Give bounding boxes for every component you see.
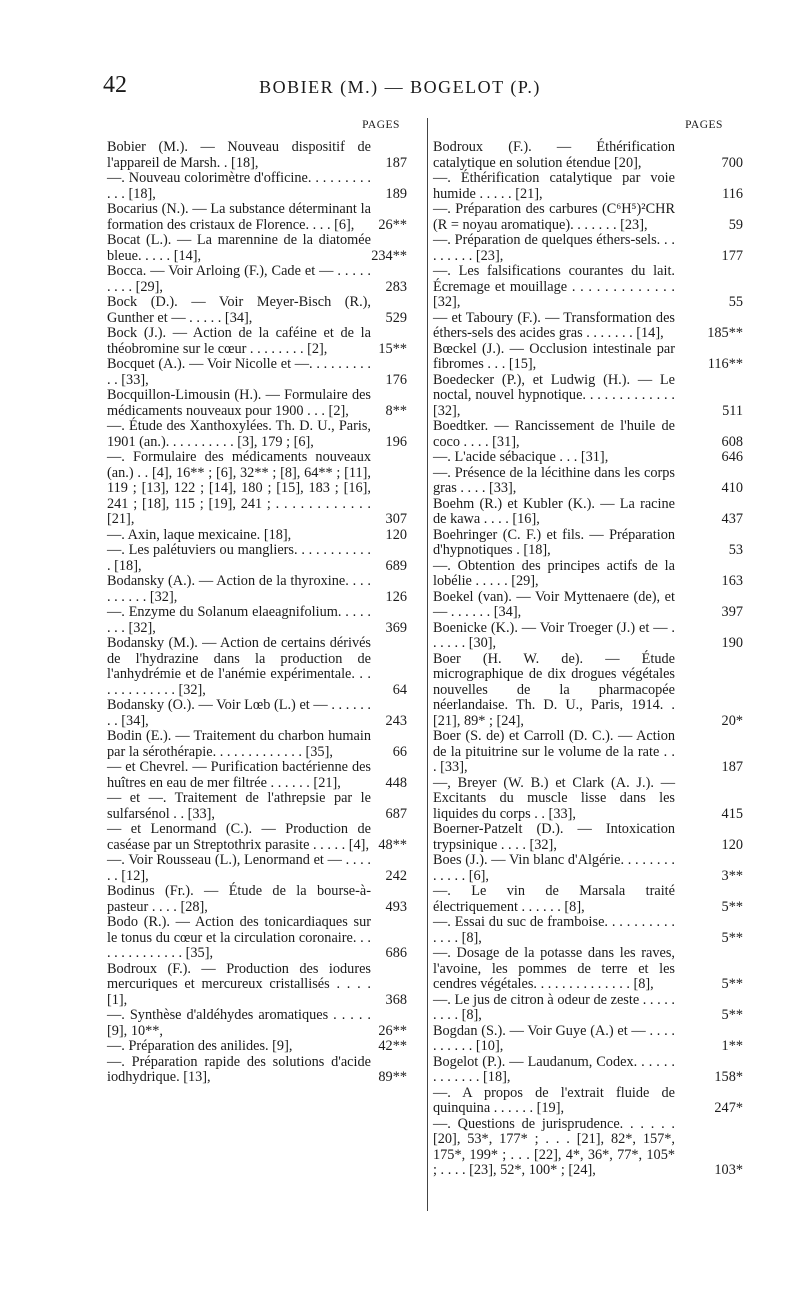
entry-text: —. Les palétuviers ou mangliers. . . . . . . . . . . . [18], [107, 542, 371, 574]
entry-page-number: 196 [385, 433, 407, 450]
entry-text: Bocarius (N.). — La substance déterminant la formation des cristaux de Florence. . . . [6], [107, 201, 371, 233]
entry-page-number: 66 [392, 743, 407, 760]
entry-text: — et Taboury (F.). — Transformation des éthers-sels des acides gras . . . . . . . [14], [433, 309, 675, 341]
index-entry [433, 373, 743, 420]
index-entry [107, 450, 407, 528]
index-entry [433, 466, 743, 497]
index-entry [107, 636, 407, 698]
entry-text: —. Dosage de la potasse dans les raves, l'avoine, les pommes de terre et les cendres végétales. . . . . . . . . . . . . . [8], [433, 945, 675, 992]
entry-text: —. Axin, laque mexicaine. [18], [107, 526, 292, 543]
entry-text: —. Essai du suc de framboise. . . . . . . . . . . . . . [8], [433, 914, 675, 946]
entry-text: —. Voir Rousseau (L.), Lenormand et — . . . . . . [12], [107, 852, 371, 884]
entry-text: Boenicke (K.). — Voir Troeger (J.) et — . . . . . . [30], [433, 619, 675, 651]
index-entry [107, 388, 407, 419]
index-entry [107, 264, 407, 295]
entry-page-number: 26** [378, 216, 407, 233]
entry-page-number: 511 [722, 402, 743, 419]
index-entry [433, 450, 743, 466]
index-entry [107, 962, 407, 1009]
entry-text: —. Les falsifications courantes du lait. Écremage et mouillage . . . . . . . . . . . . . [32], [433, 263, 675, 310]
entry-page-number: 48** [378, 836, 407, 853]
entry-text: —. A propos de l'extrait fluide de quinquina . . . . . . [19], [433, 1084, 675, 1116]
right-column [433, 140, 743, 1179]
entry-text: —. Préparation rapide des solutions d'acide iodhydrique. [13], [107, 1053, 371, 1085]
index-entry [433, 590, 743, 621]
index-entry [433, 621, 743, 652]
entry-text: Bodansky (O.). — Voir Lœb (L.) et — . . . . . . . . [34], [107, 697, 371, 729]
index-entry [433, 342, 743, 373]
entry-page-number: 608 [721, 433, 743, 450]
index-entry [107, 419, 407, 450]
index-entry [107, 528, 407, 544]
entry-page-number: 176 [385, 371, 407, 388]
entry-text: Bœckel (J.). — Occlusion intestinale par fibromes . . . [15], [433, 340, 675, 372]
page-number: 42 [103, 72, 127, 98]
entry-page-number: 437 [721, 511, 743, 527]
entry-text: Boehringer (C. F.) et fils. — Préparation d'hypnotiques . [18], [433, 526, 675, 558]
index-entry [107, 233, 407, 264]
entry-page-number: 247* [714, 1100, 743, 1116]
entry-page-number: 189 [385, 185, 407, 202]
entry-text: —. Formulaire des médicaments nouveaux (an.) . . [4], 16** ; [6], 32** ; [8], 64** ; [11], 119 ; [13], 122 ; [14], 180 ; [15], 183 ; [16], 241 ; [18], 115 ; [19], 241 ; . . . . . . . . . . . . [21], [107, 449, 371, 527]
entry-page-number: 689 [385, 557, 407, 574]
entry-text: Bodo (R.). — Action des tonicardiaques sur le tonus du cœur et la circulation coronaire. . . . . . . . . . . . . . [35], [107, 914, 371, 961]
entry-page-number: 158* [714, 1069, 743, 1085]
index-entry [433, 853, 743, 884]
entry-page-number: 700 [721, 154, 743, 171]
entry-text: —. Le vin de Marsala traité électriquement . . . . . . [8], [433, 883, 675, 915]
index-entry [433, 1024, 743, 1055]
entry-text: —, Breyer (W. B.) et Clark (A. J.). — Excitants du muscle lisse dans les liquides du corps . . [33], [433, 774, 675, 822]
index-entry [433, 264, 743, 311]
entry-page-number: 185** [707, 325, 743, 341]
entry-text: Bobier (M.). — Nouveau dispositif de l'appareil de Marsh. . [18], [107, 139, 371, 171]
entry-page-number: 5** [721, 929, 743, 946]
index-entry [107, 822, 407, 853]
entry-page-number: 1** [721, 1038, 743, 1054]
entry-page-number: 59 [728, 216, 743, 233]
entry-text: —. Obtention des principes actifs de la lobélie . . . . . [29], [433, 557, 675, 589]
index-entry [107, 1039, 407, 1055]
index-entry [107, 295, 407, 326]
entry-text: Boedecker (P.), et Ludwig (H.). — Le noctal, nouvel hypnotique. . . . . . . . . . . . . [32], [433, 371, 675, 419]
index-entry [107, 326, 407, 357]
entry-page-number: 64 [392, 681, 407, 698]
entry-page-number: 234** [371, 247, 407, 264]
entry-text: Boerner-Patzelt (D.). — Intoxication trypsinique . . . . [32], [433, 821, 675, 853]
entry-text: Boehm (R.) et Kubler (K.). — La racine de kawa . . . . [16], [433, 495, 675, 527]
entry-page-number: 20* [721, 712, 743, 729]
index-entry [107, 171, 407, 202]
entry-text: — et Lenormand (C.). — Production de caséase par un Streptothrix parasite . . . . . [4], [107, 821, 371, 853]
entry-page-number: 187 [721, 759, 743, 775]
index-entry [107, 574, 407, 605]
page-header [0, 68, 800, 108]
index-entry [433, 311, 743, 342]
entry-text: — et —. Traitement de l'athrepsie par le sulfarsénol . . [33], [107, 790, 371, 822]
entry-text: —. Synthèse d'aldéhydes aromatiques . . . . . [9], 10**, [107, 1007, 371, 1039]
entry-page-number: 369 [385, 619, 407, 636]
entry-text: Bock (J.). — Action de la caféine et de la théobromine sur le cœur . . . . . . . . [2], [107, 325, 371, 357]
entry-page-number: 686 [385, 945, 407, 961]
entry-text: — et Chevrel. — Purification bactérienne des huîtres en eau de mer filtrée . . . . . . [21], [107, 759, 371, 791]
index-entry [107, 853, 407, 884]
pages-column-label-left: PAGES [362, 119, 400, 131]
entry-text: Boes (J.). — Vin blanc d'Algérie. . . . . . . . . . . . . [6], [433, 852, 675, 884]
index-entry [107, 760, 407, 791]
index-entry [107, 791, 407, 822]
entry-page-number: 120 [385, 526, 407, 543]
entry-text: Boekel (van). — Voir Myttenaere (de), et — . . . . . . [34], [433, 588, 675, 620]
entry-text: Boer (S. de) et Carroll (D. C.). — Action de la pituitrine sur le volume de la rate . . . [33], [433, 728, 675, 775]
index-entry [433, 946, 743, 993]
index-entry [433, 729, 743, 776]
entry-page-number: 120 [721, 836, 743, 853]
entry-page-number: 55 [728, 294, 743, 310]
index-entry [433, 497, 743, 528]
entry-page-number: 187 [385, 154, 407, 171]
entry-text: Bodroux (F.). — Production des iodures mercuriques et mercureux cristallisés . . . . [1], [107, 960, 371, 1008]
entry-page-number: 26** [378, 1022, 407, 1039]
entry-page-number: 448 [385, 774, 407, 791]
column-divider [427, 118, 428, 1211]
entry-text: —. Enzyme du Solanum elaeagnifolium. . . . . . . . [32], [107, 604, 371, 636]
left-column [107, 140, 407, 1086]
entry-page-number: 368 [385, 991, 407, 1008]
entry-page-number: 493 [385, 898, 407, 915]
entry-page-number: 243 [385, 712, 407, 729]
entry-page-number: 5** [721, 976, 743, 992]
entry-page-number: 307 [385, 511, 407, 527]
index-entry [433, 528, 743, 559]
entry-text: Bodin (E.). — Traitement du charbon humain par la sérothérapie. . . . . . . . . . . . . [35], [107, 728, 371, 760]
entry-text: Bocat (L.). — La marennine de la diatomée bleue. . . . . [14], [107, 232, 371, 264]
index-entry [433, 1117, 743, 1179]
entry-page-number: 5** [721, 898, 743, 915]
index-entry [433, 140, 743, 171]
entry-text: Bock (D.). — Voir Meyer-Bisch (R.), Gunther et — . . . . . [34], [107, 294, 371, 326]
entry-page-number: 89** [378, 1069, 407, 1085]
index-entry [433, 1055, 743, 1086]
entry-page-number: 283 [385, 278, 407, 295]
entry-text: Boer (H. W. de). — Étude micrographique de dix drogues végétales nouvelles de la pharmacopée néerlandaise. Th. D. U., Paris, 1914. . [21], 89* ; [24], [433, 650, 675, 729]
index-entry [107, 543, 407, 574]
index-entry [433, 915, 743, 946]
index-entry [433, 202, 743, 233]
index-entry [107, 1055, 407, 1086]
entry-text: —. Préparation des anilides. [9], [107, 1038, 293, 1054]
index-entry [107, 140, 407, 171]
entry-page-number: 15** [378, 340, 407, 357]
entry-text: Bocquet (A.). — Voir Nicolle et —. . . . . . . . . . . [33], [107, 356, 371, 388]
index-entry [433, 776, 743, 823]
entry-text: Bocquillon-Limousin (H.). — Formulaire des médicaments nouveaux pour 1900 . . . [2], [107, 387, 371, 419]
index-entry [107, 915, 407, 962]
entry-text: Bodinus (Fr.). — Étude de la bourse-à-pasteur . . . . [28], [107, 883, 371, 915]
entry-page-number: 687 [385, 805, 407, 822]
entry-text: —. Préparation des carbures (C⁶H⁵)²CHR (R = noyau aromatique). . . . . . . [23], [433, 201, 675, 233]
index-entry [107, 1008, 407, 1039]
index-entry [107, 357, 407, 388]
entry-page-number: 116** [707, 356, 743, 372]
index-entry [107, 729, 407, 760]
index-entry [433, 171, 743, 202]
index-entry [433, 419, 743, 450]
index-entry [433, 822, 743, 853]
entry-page-number: 163 [721, 573, 743, 589]
entry-text: —. Nouveau colorimètre d'officine. . . . . . . . . . . . [18], [107, 170, 371, 202]
entry-text: Bogdan (S.). — Voir Guye (A.) et — . . . . . . . . . . [10], [433, 1022, 675, 1054]
entry-page-number: 5** [721, 1007, 743, 1023]
entry-page-number: 410 [721, 480, 743, 496]
entry-page-number: 397 [721, 604, 743, 620]
index-entry [433, 884, 743, 915]
entry-text: Bogelot (P.). — Laudanum, Codex. . . . . . . . . . . . . [18], [433, 1053, 675, 1085]
entry-text: —. Préparation de quelques éthers-sels. . . . . . . . . [23], [433, 232, 675, 264]
index-entry [433, 559, 743, 590]
entry-page-number: 103* [714, 1162, 743, 1178]
entry-page-number: 53 [728, 542, 743, 558]
entry-page-number: 116 [722, 185, 743, 202]
entry-page-number: 177 [721, 247, 743, 264]
entry-text: Bodansky (A.). — Action de la thyroxine. . . . . . . . . . [32], [107, 573, 371, 605]
entry-page-number: 126 [385, 588, 407, 605]
entry-page-number: 8** [385, 402, 407, 419]
entry-page-number: 190 [721, 635, 743, 651]
entry-text: —. Présence de la lécithine dans les corps gras . . . . [33], [433, 464, 675, 496]
index-entry [107, 605, 407, 636]
running-title: BOBIER (M.) — BOGELOT (P.) [259, 77, 541, 97]
entry-page-number: 646 [721, 449, 743, 465]
entry-text: Bodansky (M.). — Action de certains dérivés de l'hydrazine dans la production de l'anhydrémie et de l'anémie expérimentale. . . . . . . . . . . . . [32], [107, 635, 371, 698]
entry-text: Boedtker. — Rancissement de l'huile de coco . . . . [31], [433, 418, 675, 450]
index-entry [107, 698, 407, 729]
entry-text: —. Le jus de citron à odeur de zeste . . . . . . . . . [8], [433, 991, 675, 1023]
entry-page-number: 529 [385, 309, 407, 326]
entry-text: —. L'acide sébacique . . . [31], [433, 449, 609, 465]
entry-page-number: 415 [721, 805, 743, 822]
entry-page-number: 242 [385, 867, 407, 884]
index-entry [433, 993, 743, 1024]
index-entry [433, 1086, 743, 1117]
index-entry [433, 652, 743, 730]
entry-page-number: 3** [721, 867, 743, 884]
entry-text: Bocca. — Voir Arloing (F.), Cade et — . . . . . . . . . [29], [107, 263, 371, 295]
index-entry [433, 233, 743, 264]
entry-text: —. Étude des Xanthoxylées. Th. D. U., Paris, 1901 (an.). . . . . . . . . . [3], 179 ; [6], [107, 418, 371, 450]
entry-text: —. Questions de jurisprudence. . . . . . [20], 53*, 177* ; . . . [21], 82*, 157*, 175*, 199* ; . . . [22], 4*, 36*, 77*, 105* ; . . . . [23], 52*, 100* ; [24], [433, 1115, 675, 1178]
entry-text: Bodroux (F.). — Éthérification catalytique en solution étendue [20], [433, 139, 675, 171]
entry-text: —. Éthérification catalytique par voie humide . . . . . [21], [433, 170, 675, 202]
index-entry [107, 202, 407, 233]
entry-page-number: 42** [378, 1038, 407, 1054]
pages-column-label-right: PAGES [685, 119, 723, 131]
index-entry [107, 884, 407, 915]
